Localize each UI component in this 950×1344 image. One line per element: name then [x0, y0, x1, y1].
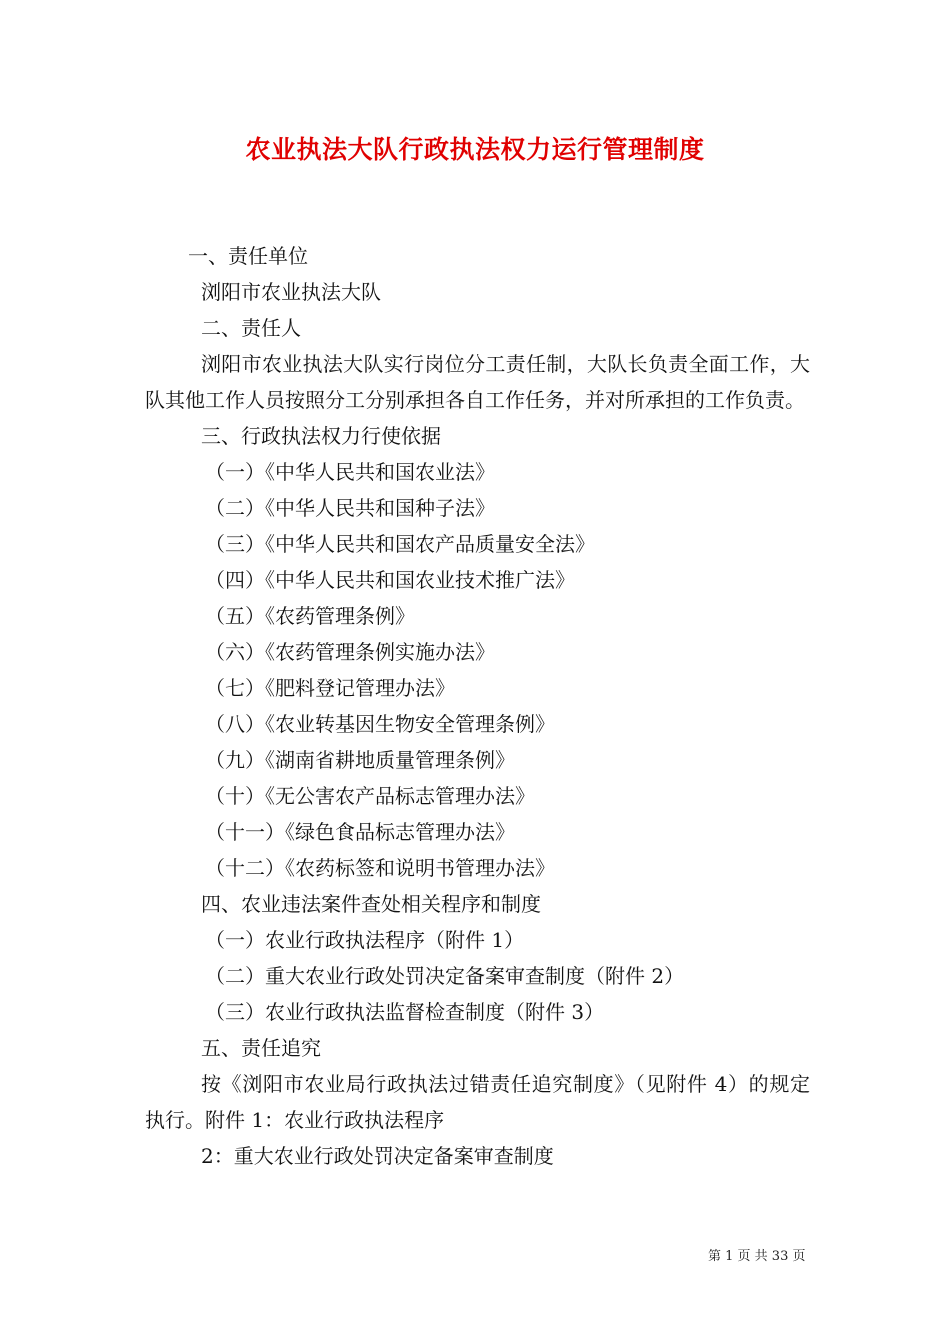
legal-basis-item: （四）《中华人民共和国农业技术推广法》: [205, 568, 575, 592]
responsible-unit-text: 浏阳市农业执法大队: [201, 280, 381, 304]
page-number-footer: 第 1 页 共 33 页: [708, 1249, 806, 1264]
legal-basis-item: （十）《无公害农产品标志管理办法》: [205, 784, 535, 808]
legal-basis-item: （六）《农药管理条例实施办法》: [205, 640, 495, 664]
legal-basis-item: （十二）《农药标签和说明书管理办法》: [205, 856, 555, 880]
legal-basis-item: （一）《中华人民共和国农业法》: [205, 460, 495, 484]
section-heading-procedures: 四、农业违法案件查处相关程序和制度: [201, 892, 541, 916]
legal-basis-item: （八）《农业转基因生物安全管理条例》: [205, 712, 555, 736]
section-heading-responsible-person: 二、责任人: [201, 316, 301, 340]
legal-basis-item: （二）《中华人民共和国种子法》: [205, 496, 495, 520]
responsible-person-paragraph: 浏阳市农业执法大队实行岗位分工责任制，大队长负责全面工作，大队其他工作人员按照分工分别承担各自工作任务，并对所承担的工作负责。: [145, 352, 810, 412]
document-body: [145, 238, 810, 1174]
legal-basis-item: （九）《湖南省耕地质量管理条例》: [205, 748, 515, 772]
section-heading-legal-basis: 三、行政执法权力行使依据: [201, 424, 441, 448]
legal-basis-item: （五）《农药管理条例》: [205, 604, 415, 628]
section-heading-accountability: 五、责任追究: [201, 1036, 321, 1060]
section-heading-responsible-unit: 一、责任单位: [188, 244, 308, 268]
legal-basis-item: （七）《肥料登记管理办法》: [205, 676, 455, 700]
legal-basis-item: （三）《中华人民共和国农产品质量安全法》: [205, 532, 595, 556]
procedure-item: （一）农业行政执法程序（附件 1）: [205, 928, 525, 952]
procedure-item: （二）重大农业行政处罚决定备案审查制度（附件 2）: [205, 964, 685, 988]
attachment-2-line: 2：重大农业行政处罚决定备案审查制度: [201, 1144, 554, 1168]
procedure-item: （三）农业行政执法监督检查制度（附件 3）: [205, 1000, 605, 1024]
document-title: 农业执法大队行政执法权力运行管理制度: [245, 135, 705, 164]
accountability-paragraph: 按《浏阳市农业局行政执法过错责任追究制度》（见附件 4）的规定执行。附件 1：农业行政执法程序: [145, 1072, 810, 1132]
legal-basis-item: （十一）《绿色食品标志管理办法》: [205, 820, 515, 844]
